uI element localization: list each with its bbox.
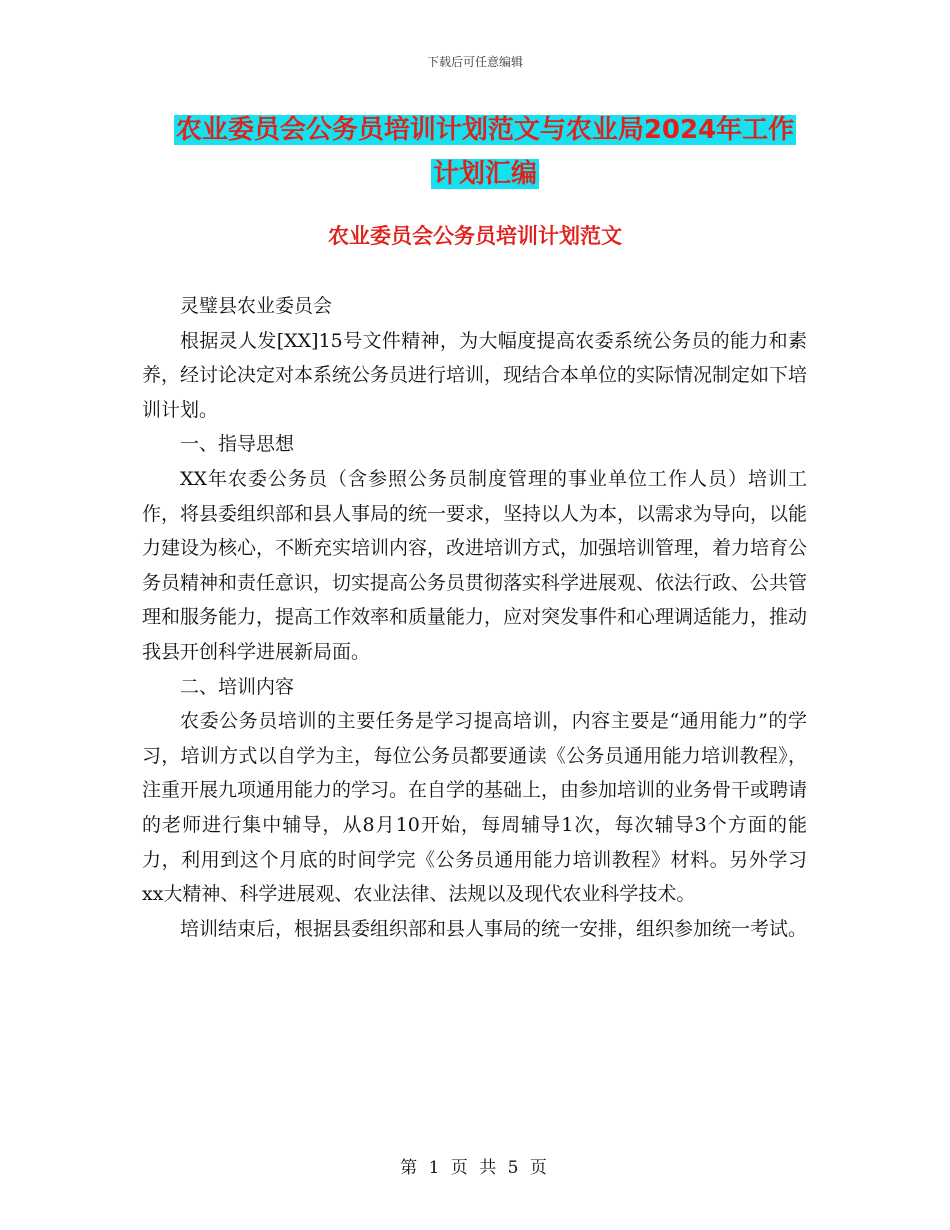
section-title: 农业委员会公务员培训计划范文 (328, 224, 622, 248)
document-body (142, 289, 807, 946)
paragraph-org-name: 灵璧县农业委员会 (180, 295, 333, 317)
document-title-line-2: 计划汇编 (432, 159, 537, 189)
paragraph-intro: 根据灵人发[XX]15号文件精神，为大幅度提高农委系统公务员的能力和素养，经讨论决定对本系统公务员进行培训，现结合本单位的实际情况制定如下培训计划。 (142, 329, 808, 421)
paragraph-training-content: 农委公务员培训的主要任务是学习提高培训，内容主要是“通用能力”的学习，培训方式以自学为主，每位公务员都要通读《公务员通用能力培训教程》，注重开展九项通用能力的学习。在自学的基础上，由参加培训的业务骨干或聘请的老师进行集中辅导，从8月10开始，每周辅导1次，每次辅导3个方面的能力，利用到这个月底的时间学完《公务员通用能力培训教程》材料。另外学习xx大精神、科学进展观、农业法律、法规以及现代农业科学技术。 (142, 710, 808, 906)
document-title-line-1: 农业委员会公务员培训计划范文与农业局2024年工作 (175, 115, 795, 145)
paragraph-guiding-ideology: XX年农委公务员（含参照公务员制度管理的事业单位工作人员）培训工作，将县委组织部和县人事局的统一要求，坚持以人为本，以需求为导向，以能力建设为核心，不断充实培训内容，改进培训方式，加强培训管理，着力培育公务员精神和责任意识，切实提高公务员贯彻落实科学进展观、依法行政、公共管理和服务能力，提高工作效率和质量能力，应对突发事件和心理调适能力，推动我县开创科学进展新局面。 (142, 467, 808, 663)
header-note: 下载后可任意编辑 (426, 55, 523, 69)
paragraph-exam: 培训结束后，根据县委组织部和县人事局的统一安排，组织参加统一考试。 (180, 917, 808, 940)
document-title (140, 108, 830, 196)
heading-training-content: 二、培训内容 (180, 675, 295, 698)
page-footer: 第 1 页 共 5 页 (400, 1158, 550, 1178)
heading-guiding-ideology: 一、指导思想 (180, 433, 295, 456)
